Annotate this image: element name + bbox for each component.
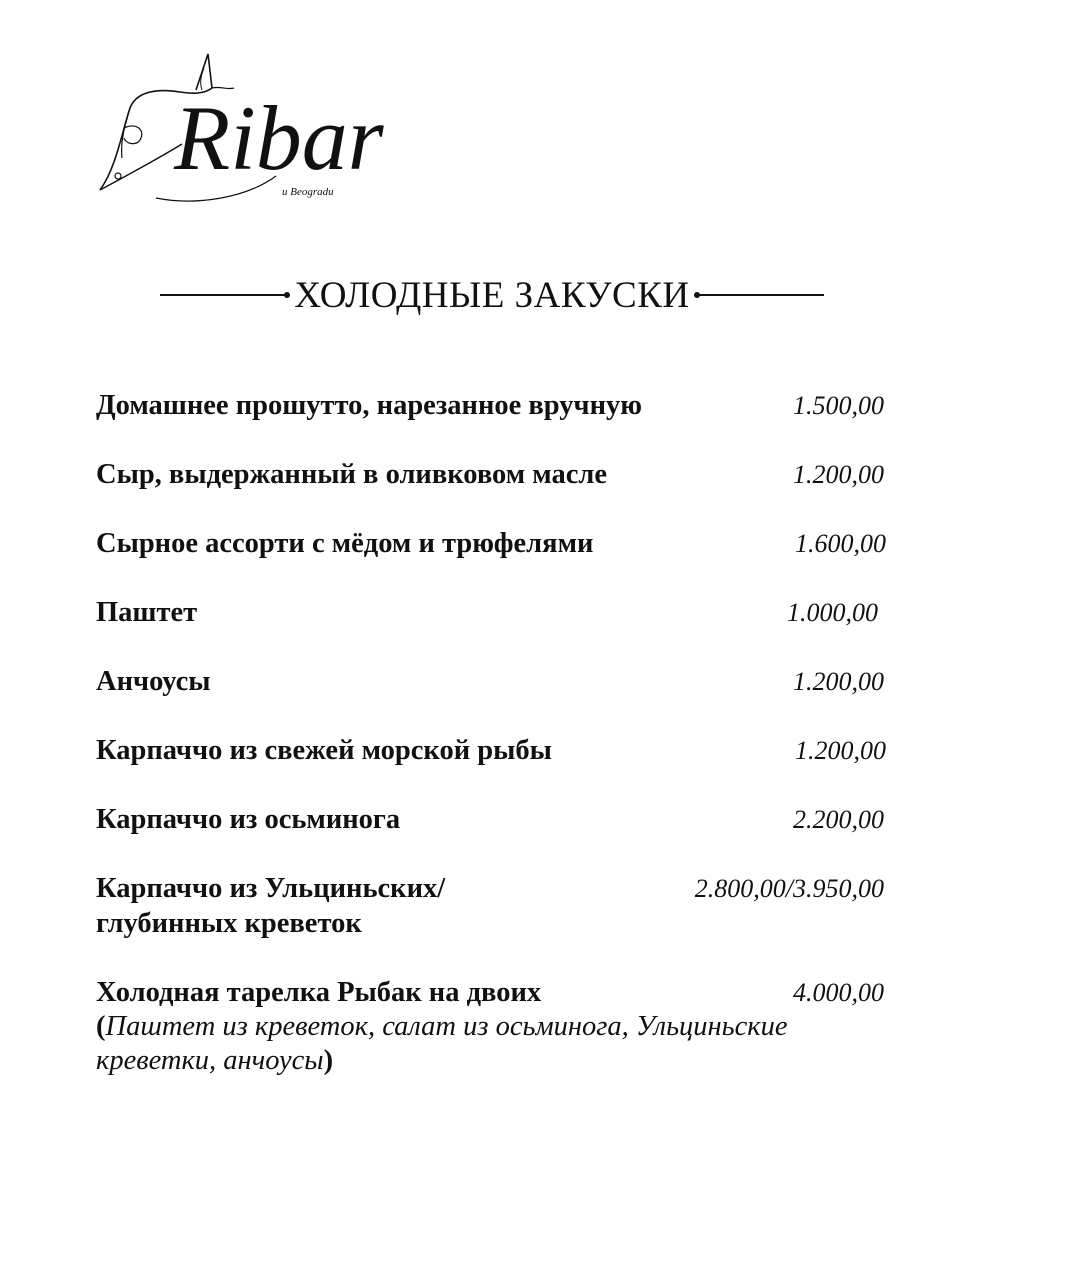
heading-divider-right — [696, 294, 824, 296]
menu-item — [96, 457, 896, 492]
menu-item-price: 1.200,00 — [795, 736, 886, 765]
menu-item — [96, 526, 896, 561]
logo-wordmark: Ribar — [174, 87, 384, 189]
menu-item-name: Карпаччо из Ульциньских/ глубинных креветок — [96, 873, 446, 939]
menu-item — [96, 802, 896, 837]
menu-item-price: 1.600,00 — [795, 529, 886, 558]
menu-item-price: 1.000,00 — [787, 598, 878, 627]
menu-item-price: 1.200,00 — [793, 460, 884, 489]
heading-divider-left — [160, 294, 288, 296]
menu-item — [96, 975, 896, 1078]
section-title: ХОЛОДНЫЕ ЗАКУСКИ — [294, 274, 690, 316]
menu-item — [96, 871, 896, 941]
menu-item-description-text: Паштет из креветок, салат из осьминога, Ульциньские креветки, анчоусы — [96, 1011, 788, 1076]
menu-item-price: 1.500,00 — [793, 391, 884, 420]
menu-item-name: Паштет — [96, 597, 198, 628]
menu-item-price: 2.200,00 — [793, 805, 884, 834]
menu-item-price: 1.200,00 — [793, 667, 884, 696]
menu-item-name: Холодная тарелка Рыбак на двоих — [96, 977, 542, 1008]
menu-item-name: Домашнее прошутто, нарезанное вручную — [96, 390, 643, 421]
menu-item — [96, 595, 896, 630]
menu-item-name: Карпаччо из осьминога — [96, 804, 401, 835]
menu-list — [96, 388, 896, 1112]
menu-item-name: Сыр, выдержанный в оливковом масле — [96, 459, 608, 490]
logo-subtext: u Beogradu — [282, 186, 334, 198]
menu-item-description: (Паштет из креветок, салат из осьминога, Ульциньские креветки, анчоусы) — [96, 1011, 788, 1076]
menu-item-price: 2.800,00/3.950,00 — [694, 874, 884, 903]
restaurant-logo — [96, 48, 384, 208]
menu-item-name: Анчоусы — [96, 666, 211, 697]
menu-item — [96, 664, 896, 699]
menu-item — [96, 388, 896, 423]
menu-item-name: Сырное ассорти с мёдом и трюфелями — [96, 528, 594, 559]
menu-item-price: 4.000,00 — [793, 978, 884, 1007]
menu-item — [96, 733, 896, 768]
section-heading — [160, 270, 824, 320]
menu-item-name: Карпаччо из свежей морской рыбы — [96, 735, 552, 766]
